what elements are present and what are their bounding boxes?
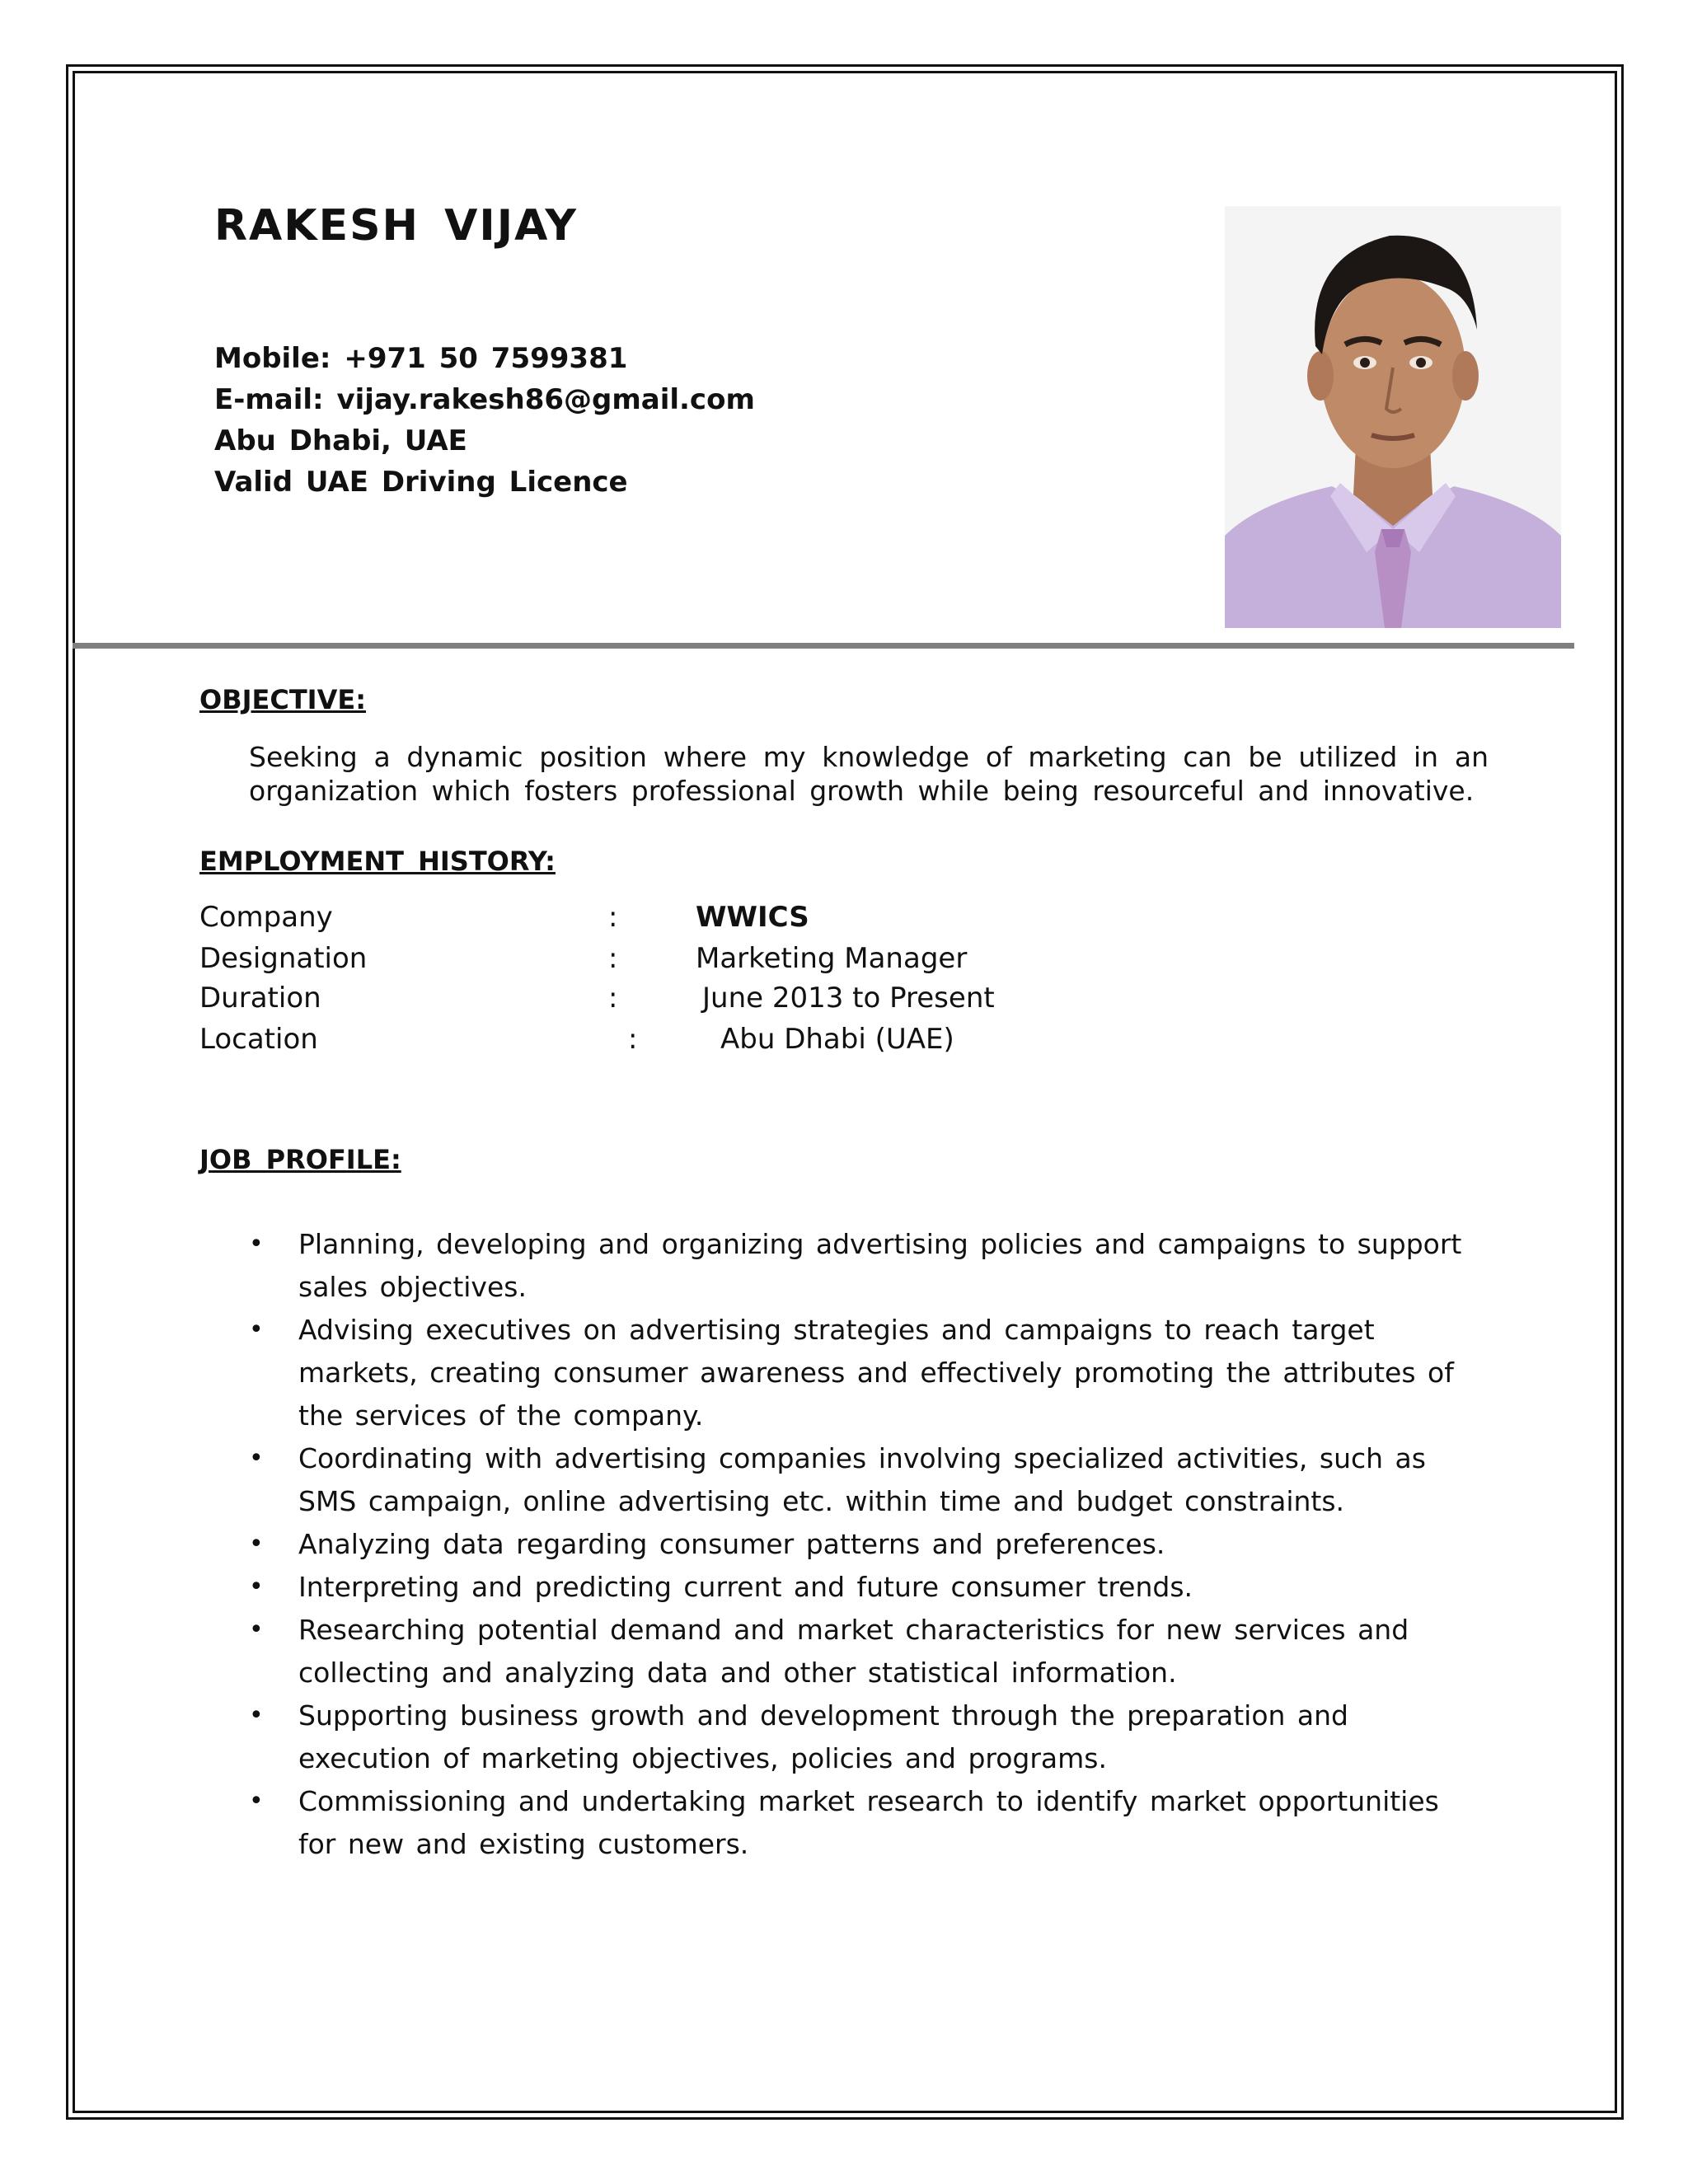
employment-colon: :: [608, 982, 618, 1015]
email-line: E-mail: vijay.rakesh86@gmail.com: [214, 383, 755, 416]
employment-value: Marketing Manager: [696, 942, 968, 975]
employment-label: Duration: [199, 982, 321, 1015]
list-item: [249, 1694, 1485, 1780]
employment-label: Location: [199, 1023, 318, 1056]
list-item: [249, 1437, 1485, 1523]
employment-label: Designation: [199, 942, 368, 975]
employment-colon: :: [628, 1023, 638, 1056]
list-item-text: Analyzing data regarding consumer patterns and preferences.: [298, 1528, 1165, 1560]
location-line: Abu Dhabi, UAE: [214, 424, 467, 457]
bullet-icon: •: [249, 1701, 264, 1730]
employment-colon: :: [608, 901, 618, 934]
employment-colon: :: [608, 942, 618, 975]
list-item-text: Supporting business growth and development through the preparation and execution of marketing objectives, policies and programs.: [298, 1699, 1348, 1774]
list-item: [249, 1523, 1485, 1566]
employment-value: June 2013 to Present: [702, 982, 995, 1015]
bullet-icon: •: [249, 1315, 264, 1344]
employment-value: WWICS: [696, 901, 809, 934]
bullet-icon: •: [249, 1572, 264, 1601]
candidate-name: RAKESH VIJAY: [214, 201, 579, 251]
bullet-icon: •: [249, 1230, 264, 1258]
list-item-text: Advising executives on advertising strategies and campaigns to reach target markets, creating consumer awareness and effectively promoting the attributes of the services of the company.: [298, 1314, 1454, 1432]
objective-heading: OBJECTIVE:: [199, 684, 366, 715]
list-item: [249, 1309, 1485, 1437]
profile-photo: [1225, 206, 1561, 628]
job-profile-heading: JOB PROFILE:: [199, 1144, 401, 1175]
header-divider: [73, 643, 1574, 649]
employment-heading: EMPLOYMENT HISTORY:: [199, 846, 556, 877]
list-item-text: Planning, developing and organizing advertising policies and campaigns to support sales objectives.: [298, 1228, 1462, 1303]
mobile-line: Mobile: +971 50 7599381: [214, 342, 628, 375]
objective-text: Seeking a dynamic position where my knowledge of marketing can be utilized in an organization which fosters professional growth while being resourceful and innovative.: [249, 741, 1489, 807]
list-item-text: Interpreting and predicting current and future consumer trends.: [298, 1571, 1193, 1603]
list-item: [249, 1223, 1485, 1309]
bullet-icon: •: [249, 1787, 264, 1816]
bullet-icon: •: [249, 1530, 264, 1558]
bullet-icon: •: [249, 1615, 264, 1644]
list-item: [249, 1780, 1485, 1866]
contact-block: [214, 338, 755, 503]
list-item-text: Commissioning and undertaking market research to identify market opportunities for new and existing customers.: [298, 1785, 1439, 1860]
list-item-text: Researching potential demand and market characteristics for new services and collecting and analyzing data and other statistical information.: [298, 1614, 1409, 1689]
list-item-text: Coordinating with advertising companies involving specialized activities, such as SMS campaign, online advertising etc. within time and budget constraints.: [298, 1442, 1426, 1517]
licence-line: Valid UAE Driving Licence: [214, 466, 628, 499]
employment-label: Company: [199, 901, 333, 934]
bullet-icon: •: [249, 1444, 264, 1473]
list-item: [249, 1566, 1485, 1609]
job-profile-list: [249, 1223, 1485, 1866]
list-item: [249, 1609, 1485, 1694]
employment-value: Abu Dhabi (UAE): [720, 1023, 954, 1056]
